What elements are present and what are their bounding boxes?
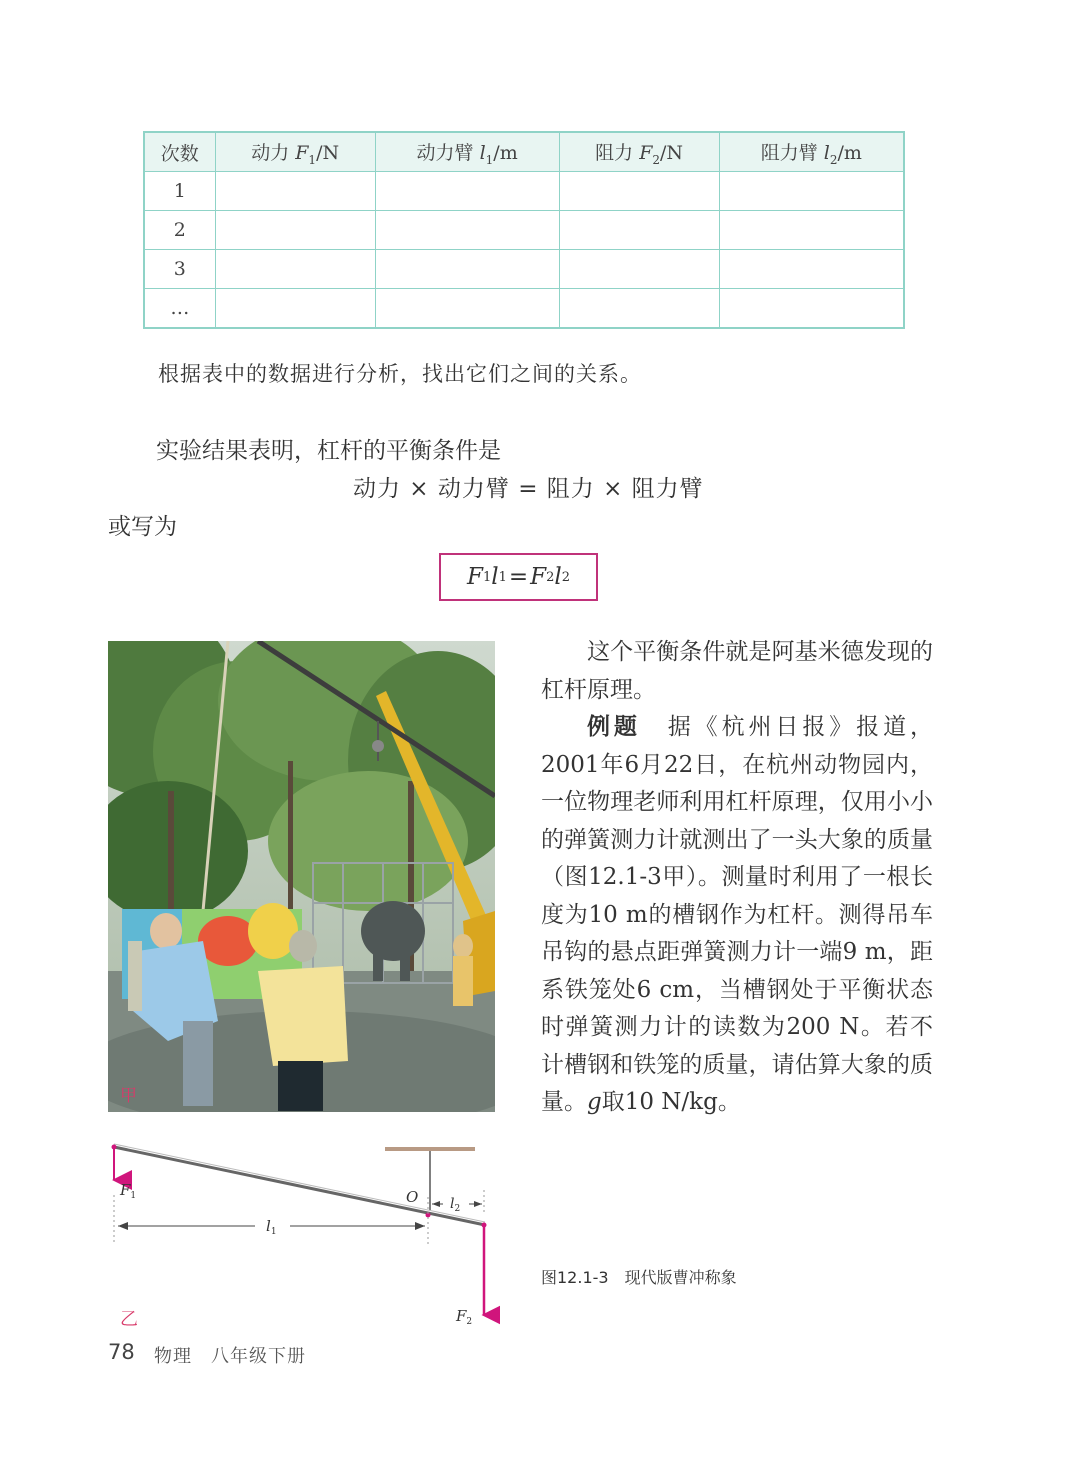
table-row xyxy=(144,250,904,289)
photo-label: 甲 xyxy=(120,1086,137,1106)
empty-cell[interactable] xyxy=(559,211,719,250)
example-paragraph xyxy=(541,709,933,1122)
table-row xyxy=(144,211,904,250)
empty-cell[interactable] xyxy=(375,211,559,250)
label-l1: $l_1$ xyxy=(266,1217,277,1237)
instruction-text: 根据表中的数据进行分析，找出它们之间的关系。 xyxy=(158,362,642,386)
experiment-data-table xyxy=(143,131,905,329)
empty-cell[interactable] xyxy=(719,289,904,329)
elephant-weighing-photo xyxy=(108,641,495,1112)
table-header-row xyxy=(144,132,904,172)
example-body: 据《杭州日报》报道，2001年6月22日，在杭州动物园内，一位物理老师利用杠杆原理，仅用小小的弹簧测力计就测出了一头大象的质量（图12.1-3甲）。测量时利用了一根长度为10 m的槽钢作为杠杆。测得吊车吊钩的悬点距弹簧测力计一端9 m，距系铁笼处6 cm，当槽钢处于平衡状态时弹簧测力计的读数为200 N。若不计槽钢和铁笼的质量，请估算大象的质量。 xyxy=(541,714,934,1115)
empty-cell[interactable] xyxy=(375,289,559,329)
empty-cell[interactable] xyxy=(719,172,904,211)
label-o: O xyxy=(406,1188,419,1206)
lever-diagram xyxy=(100,1135,500,1335)
label-l2: $l_2$ xyxy=(450,1196,461,1214)
book-title: 物理 八年级下册 xyxy=(154,1346,306,1367)
table-row xyxy=(144,289,904,329)
empty-cell[interactable] xyxy=(215,289,375,329)
empty-cell[interactable] xyxy=(375,250,559,289)
result-intro: 实验结果表明，杠杆的平衡条件是 xyxy=(156,438,501,464)
empty-cell[interactable] xyxy=(559,289,719,329)
header-cell-4: 阻力臂 $l_2/m$ xyxy=(719,132,904,172)
word-formula: 动力 × 动力臂 = 阻力 × 阻力臂 xyxy=(353,476,704,502)
example-label: 例题 xyxy=(587,714,641,740)
trial-number: … xyxy=(144,289,215,329)
empty-cell[interactable] xyxy=(215,250,375,289)
empty-cell[interactable] xyxy=(559,250,719,289)
paragraph-principle: 这个平衡条件就是阿基米德发现的杠杆原理。 xyxy=(541,639,933,703)
header-cell-3: 阻力 $F_2/N$ xyxy=(559,132,719,172)
or-write-text: 或写为 xyxy=(108,514,177,540)
gravity-symbol: g xyxy=(587,1089,602,1115)
page-number: 78 xyxy=(108,1340,135,1364)
header-cell-0: 次数 xyxy=(144,132,215,172)
trial-number: 2 xyxy=(144,211,215,250)
empty-cell[interactable] xyxy=(215,172,375,211)
empty-cell[interactable] xyxy=(559,172,719,211)
header-cell-1: 动力 $F_1/N$ xyxy=(215,132,375,172)
formula-box: F 1 l 1 = F 2 l 2 xyxy=(439,553,598,601)
empty-cell[interactable] xyxy=(375,172,559,211)
empty-cell[interactable] xyxy=(719,250,904,289)
empty-cell[interactable] xyxy=(719,211,904,250)
label-f2: $F_2$ xyxy=(456,1307,473,1327)
trial-number: 1 xyxy=(144,172,215,211)
trial-number: 3 xyxy=(144,250,215,289)
ceiling-support xyxy=(385,1147,475,1151)
header-cell-2: 动力臂 $l_1/m$ xyxy=(375,132,559,172)
table-row xyxy=(144,172,904,211)
example-text-block xyxy=(541,634,933,1122)
figure-caption: 图12.1-3 现代版曹冲称象 xyxy=(541,1268,737,1287)
example-body-end: 取10 N/kg。 xyxy=(601,1089,741,1115)
table-body xyxy=(144,172,904,329)
empty-cell[interactable] xyxy=(215,211,375,250)
diagram-label: 乙 xyxy=(120,1309,138,1330)
label-f1: $F_1$ xyxy=(120,1181,137,1201)
